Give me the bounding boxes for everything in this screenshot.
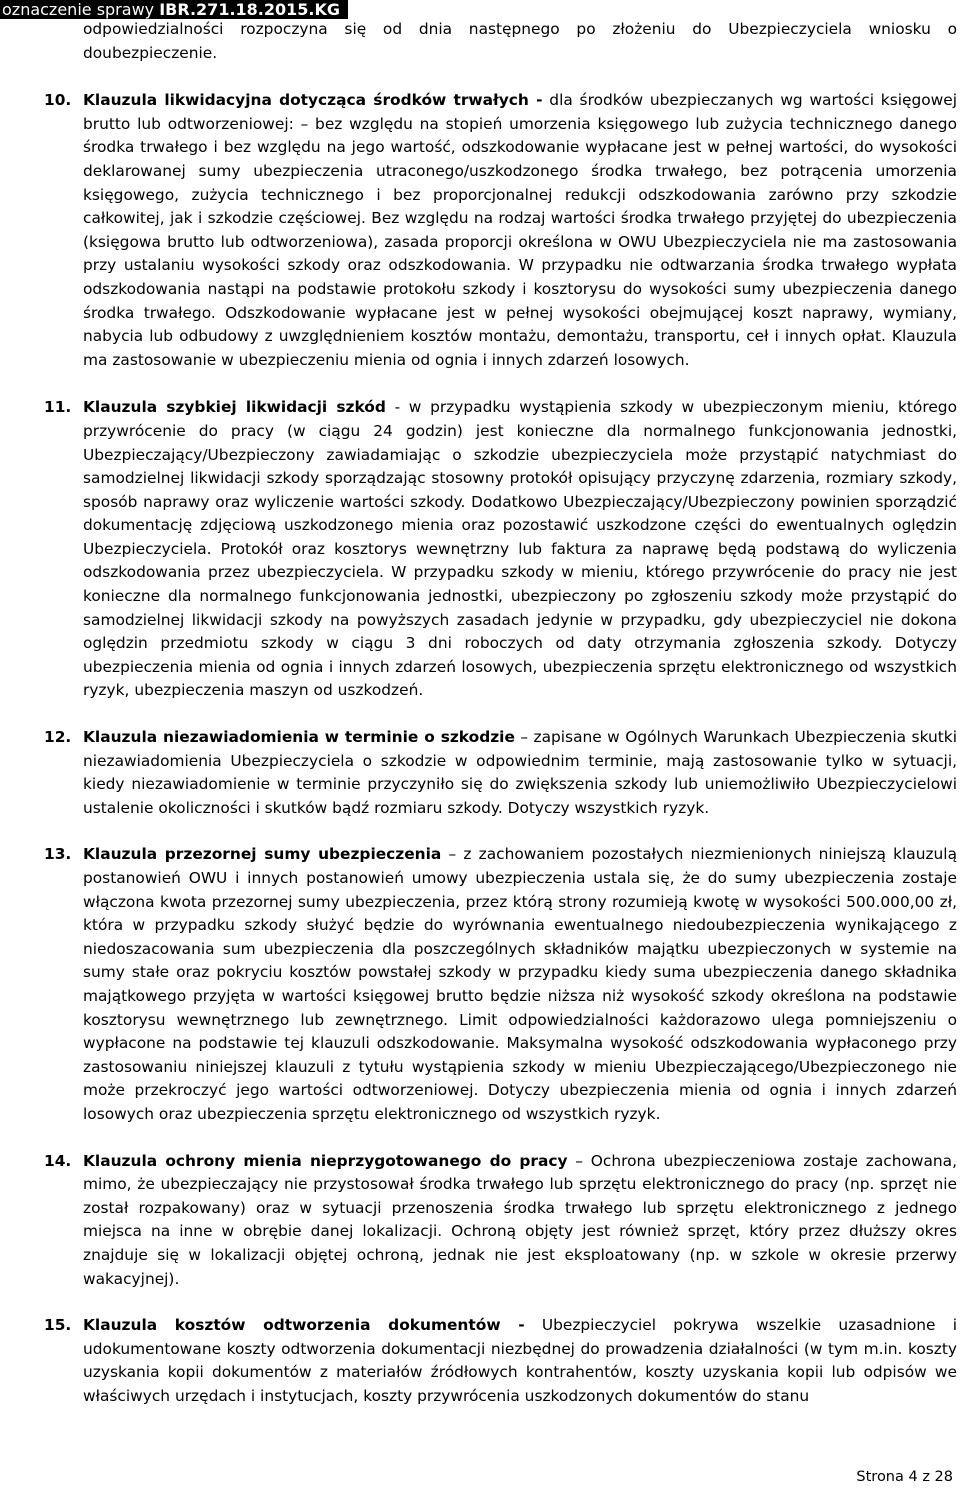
clause-11-text: - w przypadku wystąpienia szkody w ubezpieczonym mieniu, którego przywrócenie do pracy (w ciągu 24 godzin) jest konieczne dla normalnego funkcjonowania jednostki, Ubezpieczający/Ubezpieczony zawiadamiając o szkodzie ubezpieczyciela może przystąpić natychmiast do samodzielnej likwidacji szkody sporządzając stosowny protokół opisujący przyczynę zdarzenia, rozmiary szkody, sposób naprawy oraz wyliczenie wartości szkody. Dodatkowo Ubezpieczający/Ubezpieczony powinien sporządzić dokumentację zdjęciową uszkodzonego mienia oraz pozostawić uszkodzone części do ewentualnych oględzin Ubezpieczyciela. Protokół oraz kosztorys wewnętrzny lub faktura za naprawę będą podstawą do wyliczenia odszkodowania przez ubezpieczyciela. W przypadku szkody w mieniu, którego przywrócenie do pracy nie jest konieczne dla normalnego funkcjonowania jednostki, ubezpieczony po zgłoszeniu szkody może przystąpić do samodzielnej likwidacji szkody na powyższych zasadach jedynie w przypadku, gdy ubezpieczyciel nie dokona oględzin przedmiotu szkody w ciągu 3 dni roboczych od daty otrzymania zgłoszenia szkody. Dotyczy ubezpieczenia mienia od ognia i innych zdarzeń losowych, ubezpieczenia sprzętu elektronicznego od wszystkich ryzyk, ubezpieczenia maszyn od uszkodzeń.	[83, 398, 957, 700]
clause-13-number: 13.	[44, 845, 72, 864]
case-number: IBR.271.18.2015.KG	[159, 0, 341, 19]
clause-13-title: Klauzula przezornej sumy ubezpieczenia	[83, 845, 442, 864]
page-number: Strona 4 z 28	[856, 1469, 953, 1485]
clause-12-text: – zapisane w Ogólnych Warunkach Ubezpieczenia skutki niezawiadomienia Ubezpieczyciela o szkodzie w odpowiednim terminie, mają zastosowanie tylko w sytuacji, kiedy niezawiadomienie w terminie przyczyniło się do zwiększenia szkody lub uniemożliwiło Ubezpieczycielowi ustalenie okoliczności i skutków bądź rozmiaru szkody. Dotyczy wszystkich ryzyk.	[83, 728, 957, 817]
clause-10-text: dla środków ubezpieczanych wg wartości księgowej brutto lub odtworzeniowej: – bez względu na stopień umorzenia księgowego lub zużycia technicznego danego środka trwałego i bez względu na jego wartość, odszkodowanie wypłacane jest w pełnej wartości, do wysokości deklarowanej sumy ubezpieczenia utraconego/uszkodzonego środka trwałego, bez potrącenia umorzenia księgowego, zużycia technicznego i bez proporcjonalnej redukcji odszkodowania zarówno przy szkodzie całkowitej, jak i szkodzie częściowej. Bez względu na rodzaj wartości środka trwałego przyjętej do ubezpieczenia (księgowa brutto lub odtworzeniowa), zasada proporcji określona w OWU Ubezpieczyciela nie ma zastosowania przy ustalaniu wysokości szkody oraz odszkodowania. W przypadku nie odtwarzania środka trwałego wypłata odszkodowania nastąpi na podstawie protokołu szkody i kosztorysu do wysokości sumy ubezpieczenia danego środka trwałego. Odszkodowanie wypłacane jest w pełnej wysokości obejmującej koszt naprawy, wymiany, nabycia lub odbudowy z uwzględnieniem kosztów montażu, demontażu, transportu, ceł i innych opłat. Klauzula ma zastosowanie w ubezpieczeniu mienia od ognia i innych zdarzeń losowych.	[83, 91, 957, 369]
intro-paragraph: odpowiedzialności rozpoczyna się od dnia następnego po złożeniu do Ubezpieczyciela wniosku o doubezpieczenie.	[83, 20, 957, 62]
clause-15	[44, 1314, 957, 1408]
clause-15-number: 15.	[44, 1316, 72, 1335]
clause-12-title: Klauzula niezawiadomienia w terminie o szkodzie	[83, 728, 515, 747]
clause-14-number: 14.	[44, 1151, 72, 1170]
clause-10-number: 10.	[44, 91, 72, 110]
clause-12-number: 12.	[44, 728, 72, 747]
clause-10	[44, 89, 957, 372]
clause-15-text: Ubezpieczyciel pokrywa wszelkie uzasadnione i udokumentowane koszty odtworzenia dokumentacji niezbędnej do prowadzenia działalności (w tym m.in. koszty uzyskania kopii dokumentów z materiałów źródłowych kontrahentów, koszty uzyskania kopii lub odpisów we właściwych urzędach i instytucjach, koszty przywrócenia uszkodzonych dokumentów do stanu	[83, 1316, 957, 1405]
clause-12	[44, 726, 957, 820]
clause-14-title: Klauzula ochrony mienia nieprzygotowanego do pracy	[83, 1151, 568, 1170]
clause-11	[44, 396, 957, 703]
clause-11-number: 11.	[44, 398, 72, 417]
clause-10-title: Klauzula likwidacyjna dotycząca środków trwałych -	[83, 91, 543, 110]
clause-14-text: – Ochrona ubezpieczeniowa zostaje zachowana, mimo, że ubezpieczający nie przystosował środka trwałego lub sprzętu elektronicznego do pracy (np. sprzęt nie został rozpakowany) oraz w sytuacji przenoszenia środka trwałego lub sprzętu elektronicznego z jednego miejsca na inne w obrębie danej lokalizacji. Ochroną objęty jest również sprzęt, który przez dłuższy okres znajduje się w lokalizacji objętej ochroną, jednak nie jest eksploatowany (np. w szkole w okresie przerwy wakacyjnej).	[83, 1151, 957, 1288]
clause-11-title: Klauzula szybkiej likwidacji szkód	[83, 398, 386, 417]
header-prefix: oznaczenie sprawy	[2, 0, 160, 19]
document-body	[44, 18, 958, 1408]
clause-13-text: – z zachowaniem pozostałych niezmienionych niniejszą klauzulą postanowień OWU i innych postanowień umowy ubezpieczenia ustala się, że do sumy ubezpieczenia zostaje włączona kwota przezornej sumy ubezpieczenia, przez którą strony rozumieją kwotę w wysokości 500.000,00 zł, która w przypadku szkody służyć będzie do wyrównania ewentualnego niedoubezpieczenia wynikającego z niedoszacowania sum ubezpieczenia dla poszczególnych składników majątku ubezpieczonych w systemie na sumy stałe oraz pokryciu kosztów powstałej szkody w przypadku kiedy suma ubezpieczenia danego składnika majątkowego przyjęta w wartości księgowej brutto będzie niższa niż wysokość szkody określona na podstawie kosztorysu wewnętrznego lub zewnętrznego. Limit odpowiedzialności każdorazowo ulega pomniejszeniu o wypłacone na podstawie tej klauzuli odszkodowanie. Maksymalna wysokość odszkodowania wypłaconego przy zastosowaniu niniejszej klauzuli z tytułu wystąpienia szkody w mieniu Ubezpieczającego/Ubezpieczonego nie może przekroczyć jego wartości odtworzeniowej. Dotyczy ubezpieczenia mienia od ognia i innych zdarzeń losowych oraz ubezpieczenia sprzętu elektronicznego od wszystkich ryzyk.	[83, 845, 958, 1123]
document-header	[0, 0, 348, 19]
clause-13	[44, 843, 958, 1126]
clause-15-title: Klauzula kosztów odtworzenia dokumentów -	[83, 1316, 525, 1335]
clause-14	[44, 1150, 957, 1292]
